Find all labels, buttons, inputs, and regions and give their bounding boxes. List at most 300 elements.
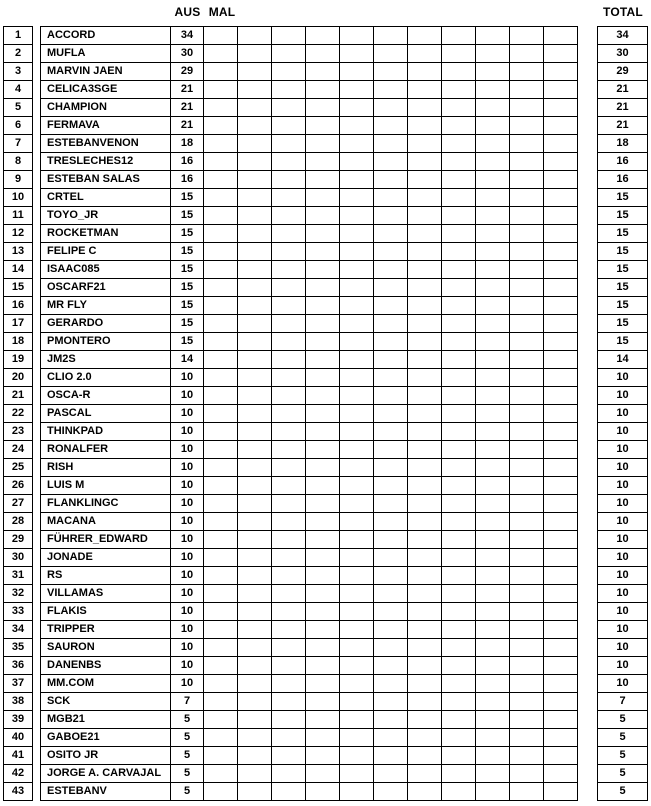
rank-cell: 18 xyxy=(4,333,33,351)
total-score-cell: 21 xyxy=(598,117,648,135)
empty-round-cell xyxy=(238,63,272,81)
empty-round-cell xyxy=(544,45,578,63)
empty-round-cell xyxy=(340,423,374,441)
empty-round-cell xyxy=(442,729,476,747)
rank-row xyxy=(4,369,33,387)
empty-round-cell xyxy=(510,81,544,99)
player-name-cell: OSCA-R xyxy=(41,387,171,405)
empty-round-cell xyxy=(272,747,306,765)
standings-row xyxy=(41,351,578,369)
player-name-cell: OSITO JR xyxy=(41,747,171,765)
empty-round-cell xyxy=(306,441,340,459)
empty-round-cell xyxy=(340,675,374,693)
empty-round-cell xyxy=(374,45,408,63)
empty-round-cell xyxy=(476,765,510,783)
empty-round-cell xyxy=(442,81,476,99)
empty-round-cell xyxy=(340,387,374,405)
total-score-cell: 15 xyxy=(598,243,648,261)
empty-round-cell xyxy=(272,675,306,693)
empty-round-cell xyxy=(374,189,408,207)
empty-round-cell xyxy=(544,261,578,279)
empty-round-cell xyxy=(374,351,408,369)
empty-round-cell xyxy=(374,63,408,81)
standings-row xyxy=(41,693,578,711)
empty-round-cell xyxy=(476,117,510,135)
empty-round-cell xyxy=(238,729,272,747)
rank-row xyxy=(4,351,33,369)
standings-row xyxy=(41,783,578,801)
total-score-cell: 10 xyxy=(598,585,648,603)
rank-row xyxy=(4,333,33,351)
empty-round-cell xyxy=(204,585,238,603)
empty-round-cell xyxy=(476,495,510,513)
empty-round-cell xyxy=(238,513,272,531)
empty-round-cell xyxy=(408,585,442,603)
rank-row xyxy=(4,675,33,693)
empty-round-cell xyxy=(510,603,544,621)
empty-round-cell xyxy=(374,549,408,567)
empty-round-cell xyxy=(306,153,340,171)
total-row xyxy=(598,549,648,567)
rank-row xyxy=(4,693,33,711)
empty-round-cell xyxy=(442,387,476,405)
aus-score-cell: 10 xyxy=(171,675,204,693)
empty-round-cell xyxy=(476,261,510,279)
empty-round-cell xyxy=(510,693,544,711)
standings-row xyxy=(41,657,578,675)
empty-round-cell xyxy=(544,99,578,117)
total-score-cell: 5 xyxy=(598,765,648,783)
empty-round-cell xyxy=(204,207,238,225)
empty-round-cell xyxy=(306,657,340,675)
empty-round-cell xyxy=(204,747,238,765)
empty-round-cell xyxy=(306,135,340,153)
empty-round-cell xyxy=(408,315,442,333)
empty-round-cell xyxy=(238,225,272,243)
empty-round-cell xyxy=(544,81,578,99)
empty-round-cell xyxy=(238,675,272,693)
aus-score-cell: 15 xyxy=(171,189,204,207)
empty-round-cell xyxy=(476,621,510,639)
rank-row xyxy=(4,477,33,495)
empty-round-cell xyxy=(306,81,340,99)
empty-round-cell xyxy=(340,369,374,387)
rank-cell: 24 xyxy=(4,441,33,459)
empty-round-cell xyxy=(204,531,238,549)
standings-row xyxy=(41,477,578,495)
empty-round-cell xyxy=(340,315,374,333)
rank-cell: 35 xyxy=(4,639,33,657)
empty-round-cell xyxy=(442,225,476,243)
empty-round-cell xyxy=(476,729,510,747)
player-name-cell: JM2S xyxy=(41,351,171,369)
player-name-cell: ESTEBANVENON xyxy=(41,135,171,153)
rank-cell: 14 xyxy=(4,261,33,279)
empty-round-cell xyxy=(544,567,578,585)
empty-round-cell xyxy=(442,405,476,423)
empty-round-cell xyxy=(340,567,374,585)
rank-cell: 9 xyxy=(4,171,33,189)
empty-round-cell xyxy=(272,405,306,423)
rank-cell: 23 xyxy=(4,423,33,441)
empty-round-cell xyxy=(340,657,374,675)
empty-round-cell xyxy=(204,369,238,387)
player-name-cell: RISH xyxy=(41,459,171,477)
empty-round-cell xyxy=(340,27,374,45)
empty-round-cell xyxy=(476,351,510,369)
empty-round-cell xyxy=(476,171,510,189)
empty-round-cell xyxy=(374,297,408,315)
empty-round-cell xyxy=(306,747,340,765)
empty-round-cell xyxy=(340,261,374,279)
rank-cell: 21 xyxy=(4,387,33,405)
empty-round-cell xyxy=(238,621,272,639)
aus-score-cell: 15 xyxy=(171,333,204,351)
empty-round-cell xyxy=(238,441,272,459)
empty-round-cell xyxy=(306,567,340,585)
aus-score-cell: 21 xyxy=(171,117,204,135)
player-name-cell: FÜHRER_EDWARD xyxy=(41,531,171,549)
total-row xyxy=(598,387,648,405)
total-score-cell: 16 xyxy=(598,171,648,189)
rank-row xyxy=(4,549,33,567)
empty-round-cell xyxy=(544,405,578,423)
empty-round-cell xyxy=(510,279,544,297)
empty-round-cell xyxy=(238,657,272,675)
player-name-cell: TRESLECHES12 xyxy=(41,153,171,171)
empty-round-cell xyxy=(374,207,408,225)
empty-round-cell xyxy=(340,207,374,225)
rank-row xyxy=(4,63,33,81)
empty-round-cell xyxy=(306,477,340,495)
empty-round-cell xyxy=(476,567,510,585)
empty-round-cell xyxy=(340,405,374,423)
empty-round-cell xyxy=(442,585,476,603)
total-score-cell: 14 xyxy=(598,351,648,369)
rank-cell: 27 xyxy=(4,495,33,513)
empty-round-cell xyxy=(442,711,476,729)
empty-round-cell xyxy=(408,189,442,207)
empty-round-cell xyxy=(374,387,408,405)
player-name-cell: ESTEBANV xyxy=(41,783,171,801)
empty-round-cell xyxy=(340,531,374,549)
aus-score-cell: 10 xyxy=(171,603,204,621)
empty-round-cell xyxy=(238,81,272,99)
rank-cell: 32 xyxy=(4,585,33,603)
empty-round-cell xyxy=(306,675,340,693)
player-name-cell: CRTEL xyxy=(41,189,171,207)
empty-round-cell xyxy=(306,279,340,297)
empty-round-cell xyxy=(476,549,510,567)
empty-round-cell xyxy=(340,783,374,801)
empty-round-cell xyxy=(306,369,340,387)
empty-round-cell xyxy=(408,783,442,801)
aus-score-cell: 29 xyxy=(171,63,204,81)
empty-round-cell xyxy=(306,333,340,351)
empty-round-cell xyxy=(272,765,306,783)
empty-round-cell xyxy=(272,315,306,333)
player-name-cell: MARVIN JAEN xyxy=(41,63,171,81)
empty-round-cell xyxy=(238,783,272,801)
empty-round-cell xyxy=(306,405,340,423)
total-score-cell: 10 xyxy=(598,423,648,441)
empty-round-cell xyxy=(272,459,306,477)
standings-row xyxy=(41,639,578,657)
empty-round-cell xyxy=(238,765,272,783)
empty-round-cell xyxy=(374,225,408,243)
empty-round-cell xyxy=(238,279,272,297)
empty-round-cell xyxy=(340,711,374,729)
total-row xyxy=(598,189,648,207)
rank-cell: 8 xyxy=(4,153,33,171)
empty-round-cell xyxy=(510,99,544,117)
standings-row xyxy=(41,117,578,135)
aus-score-cell: 21 xyxy=(171,81,204,99)
rank-row xyxy=(4,495,33,513)
empty-round-cell xyxy=(238,171,272,189)
empty-round-cell xyxy=(442,621,476,639)
empty-round-cell xyxy=(238,27,272,45)
empty-round-cell xyxy=(340,189,374,207)
empty-round-cell xyxy=(272,135,306,153)
empty-round-cell xyxy=(408,531,442,549)
total-score-cell: 10 xyxy=(598,603,648,621)
empty-round-cell xyxy=(510,45,544,63)
empty-round-cell xyxy=(408,45,442,63)
total-row xyxy=(598,531,648,549)
aus-score-cell: 16 xyxy=(171,153,204,171)
empty-round-cell xyxy=(238,747,272,765)
player-name-cell: SCK xyxy=(41,693,171,711)
rank-cell: 31 xyxy=(4,567,33,585)
rank-row xyxy=(4,117,33,135)
empty-round-cell xyxy=(272,441,306,459)
aus-score-cell: 10 xyxy=(171,621,204,639)
empty-round-cell xyxy=(306,711,340,729)
empty-round-cell xyxy=(238,315,272,333)
empty-round-cell xyxy=(272,585,306,603)
aus-score-cell: 10 xyxy=(171,513,204,531)
rank-row xyxy=(4,603,33,621)
empty-round-cell xyxy=(204,441,238,459)
empty-round-cell xyxy=(408,657,442,675)
empty-round-cell xyxy=(306,351,340,369)
total-score-cell: 15 xyxy=(598,333,648,351)
empty-round-cell xyxy=(306,783,340,801)
empty-round-cell xyxy=(476,81,510,99)
empty-round-cell xyxy=(204,297,238,315)
total-row xyxy=(598,603,648,621)
empty-round-cell xyxy=(442,369,476,387)
empty-round-cell xyxy=(510,567,544,585)
empty-round-cell xyxy=(408,81,442,99)
empty-round-cell xyxy=(476,513,510,531)
empty-round-cell xyxy=(442,657,476,675)
empty-round-cell xyxy=(476,639,510,657)
empty-round-cell xyxy=(272,99,306,117)
total-row xyxy=(598,135,648,153)
empty-round-cell xyxy=(510,117,544,135)
empty-round-cell xyxy=(442,243,476,261)
empty-round-cell xyxy=(544,369,578,387)
empty-round-cell xyxy=(340,729,374,747)
empty-round-cell xyxy=(272,297,306,315)
empty-round-cell xyxy=(340,171,374,189)
standings-row xyxy=(41,441,578,459)
empty-round-cell xyxy=(238,549,272,567)
rank-row xyxy=(4,441,33,459)
empty-round-cell xyxy=(510,459,544,477)
empty-round-cell xyxy=(238,531,272,549)
player-name-cell: RONALFER xyxy=(41,441,171,459)
aus-score-cell: 15 xyxy=(171,207,204,225)
empty-round-cell xyxy=(238,711,272,729)
empty-round-cell xyxy=(476,459,510,477)
empty-round-cell xyxy=(408,279,442,297)
rank-row xyxy=(4,387,33,405)
total-score-cell: 15 xyxy=(598,207,648,225)
standings-row xyxy=(41,549,578,567)
empty-round-cell xyxy=(544,225,578,243)
total-row xyxy=(598,171,648,189)
rank-cell: 1 xyxy=(4,27,33,45)
standings-row xyxy=(41,675,578,693)
empty-round-cell xyxy=(544,621,578,639)
total-row xyxy=(598,459,648,477)
total-score-cell: 15 xyxy=(598,261,648,279)
rank-cell: 28 xyxy=(4,513,33,531)
empty-round-cell xyxy=(374,243,408,261)
empty-round-cell xyxy=(306,171,340,189)
total-row xyxy=(598,405,648,423)
rank-cell: 16 xyxy=(4,297,33,315)
aus-score-cell: 10 xyxy=(171,405,204,423)
total-row xyxy=(598,117,648,135)
rank-row xyxy=(4,315,33,333)
total-score-cell: 29 xyxy=(598,63,648,81)
total-score-cell: 10 xyxy=(598,621,648,639)
empty-round-cell xyxy=(306,315,340,333)
total-score-cell: 10 xyxy=(598,405,648,423)
empty-round-cell xyxy=(510,549,544,567)
empty-round-cell xyxy=(306,297,340,315)
empty-round-cell xyxy=(442,603,476,621)
empty-round-cell xyxy=(476,585,510,603)
empty-round-cell xyxy=(442,351,476,369)
empty-round-cell xyxy=(204,783,238,801)
total-row xyxy=(598,333,648,351)
empty-round-cell xyxy=(306,585,340,603)
empty-round-cell xyxy=(476,297,510,315)
total-row xyxy=(598,567,648,585)
empty-round-cell xyxy=(408,297,442,315)
empty-round-cell xyxy=(374,639,408,657)
player-name-cell: CELICA3SGE xyxy=(41,81,171,99)
empty-round-cell xyxy=(476,747,510,765)
empty-round-cell xyxy=(442,495,476,513)
empty-round-cell xyxy=(204,423,238,441)
empty-round-cell xyxy=(510,135,544,153)
empty-round-cell xyxy=(204,81,238,99)
rank-row xyxy=(4,459,33,477)
rank-row xyxy=(4,27,33,45)
empty-round-cell xyxy=(340,297,374,315)
empty-round-cell xyxy=(544,315,578,333)
empty-round-cell xyxy=(442,117,476,135)
total-row xyxy=(598,621,648,639)
empty-round-cell xyxy=(476,153,510,171)
total-score-cell: 5 xyxy=(598,747,648,765)
player-name-cell: FERMAVA xyxy=(41,117,171,135)
total-row xyxy=(598,477,648,495)
empty-round-cell xyxy=(510,405,544,423)
empty-round-cell xyxy=(374,747,408,765)
player-name-cell: FELIPE C xyxy=(41,243,171,261)
empty-round-cell xyxy=(544,729,578,747)
empty-round-cell xyxy=(204,513,238,531)
empty-round-cell xyxy=(204,261,238,279)
player-name-cell: ROCKETMAN xyxy=(41,225,171,243)
aus-score-cell: 10 xyxy=(171,441,204,459)
empty-round-cell xyxy=(204,567,238,585)
total-row xyxy=(598,243,648,261)
empty-round-cell xyxy=(408,27,442,45)
empty-round-cell xyxy=(272,63,306,81)
empty-round-cell xyxy=(340,441,374,459)
empty-round-cell xyxy=(544,297,578,315)
rank-cell: 19 xyxy=(4,351,33,369)
total-score-cell: 7 xyxy=(598,693,648,711)
empty-round-cell xyxy=(442,423,476,441)
total-score-cell: 30 xyxy=(598,45,648,63)
aus-score-cell: 5 xyxy=(171,711,204,729)
empty-round-cell xyxy=(340,63,374,81)
empty-round-cell xyxy=(238,207,272,225)
rank-row xyxy=(4,567,33,585)
aus-score-cell: 15 xyxy=(171,315,204,333)
total-score-cell: 5 xyxy=(598,729,648,747)
standings-row xyxy=(41,423,578,441)
player-name-cell: GABOE21 xyxy=(41,729,171,747)
empty-round-cell xyxy=(204,639,238,657)
empty-round-cell xyxy=(442,747,476,765)
aus-score-cell: 10 xyxy=(171,585,204,603)
empty-round-cell xyxy=(204,495,238,513)
empty-round-cell xyxy=(272,279,306,297)
empty-round-cell xyxy=(272,189,306,207)
empty-round-cell xyxy=(510,171,544,189)
standings-row xyxy=(41,225,578,243)
total-row xyxy=(598,639,648,657)
total-score-cell: 10 xyxy=(598,369,648,387)
empty-round-cell xyxy=(238,567,272,585)
empty-round-cell xyxy=(374,99,408,117)
empty-round-cell xyxy=(272,153,306,171)
empty-round-cell xyxy=(204,243,238,261)
empty-round-cell xyxy=(442,189,476,207)
empty-round-cell xyxy=(408,675,442,693)
total-score-cell: 10 xyxy=(598,531,648,549)
empty-round-cell xyxy=(272,657,306,675)
empty-round-cell xyxy=(442,783,476,801)
standings-row xyxy=(41,567,578,585)
empty-round-cell xyxy=(408,513,442,531)
total-row xyxy=(598,513,648,531)
empty-round-cell xyxy=(272,603,306,621)
empty-round-cell xyxy=(510,765,544,783)
rank-row xyxy=(4,279,33,297)
empty-round-cell xyxy=(272,549,306,567)
